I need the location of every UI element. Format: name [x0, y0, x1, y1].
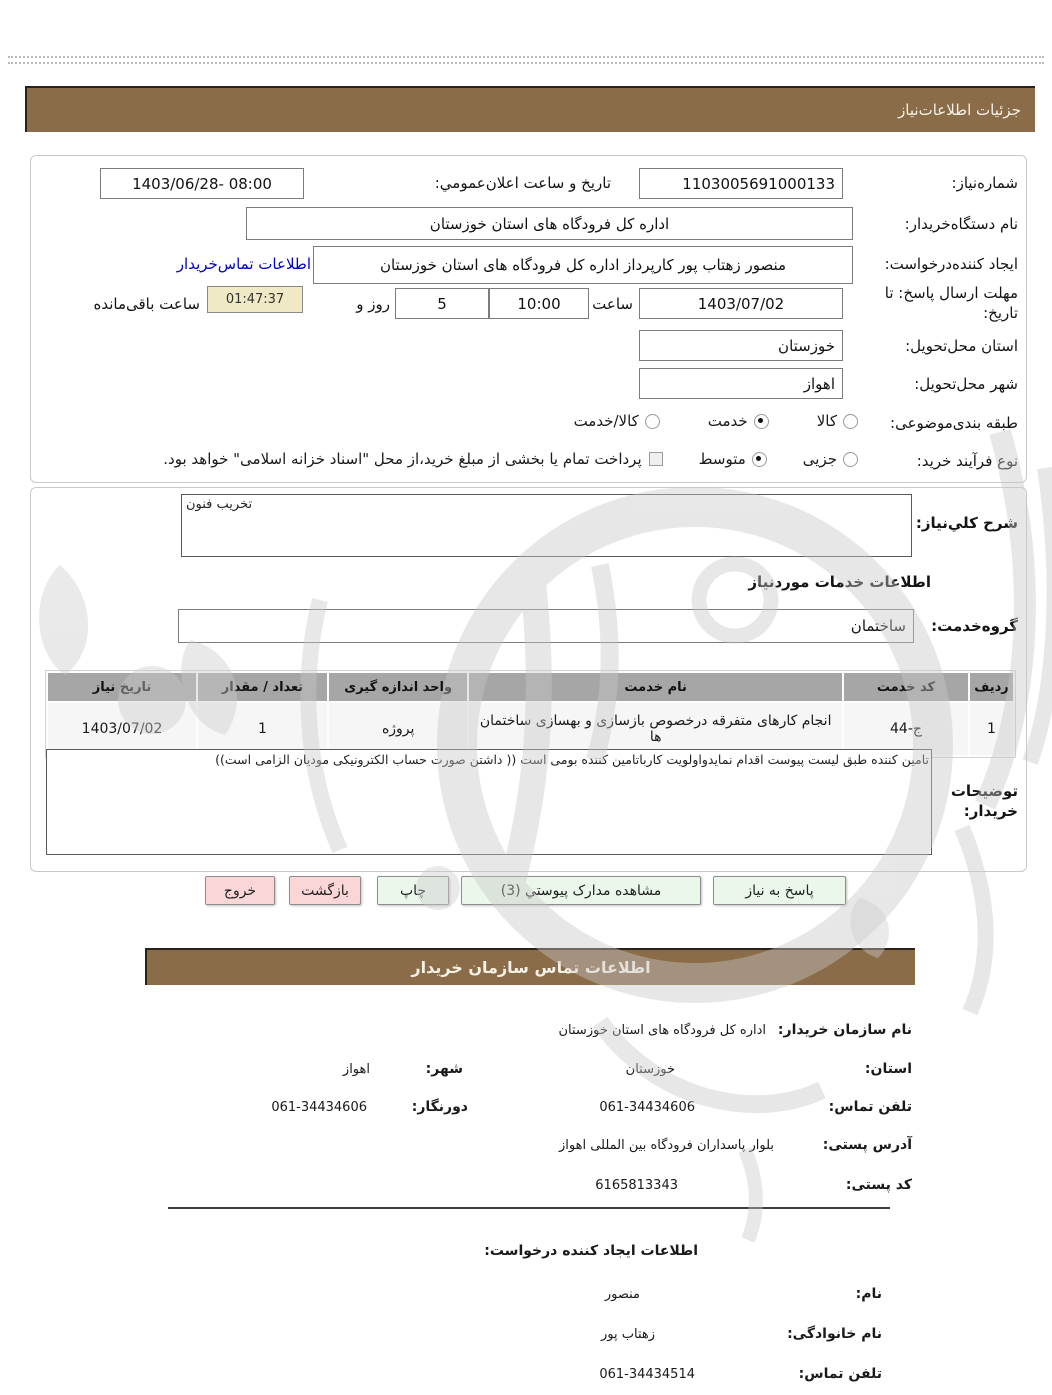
org-address-label: آدرس پستی: — [822, 1137, 912, 1153]
treasury-payment-checkbox[interactable] — [649, 452, 663, 466]
org-postal-code-label: کد پستی: — [845, 1177, 912, 1193]
announce-datetime-label: تاریخ و ساعت اعلان‌عمومي: — [434, 174, 611, 192]
radio-minor-label: جزیی — [802, 450, 837, 468]
response-deadline-date-field[interactable] — [639, 288, 843, 319]
col-quantity: تعداد / مقدار — [198, 673, 327, 701]
service-group-label: گروه‌خدمت: — [931, 617, 1018, 635]
service-table-wrap — [45, 670, 1016, 758]
request-creator-label: ایجاد کننده‌درخواست: — [884, 255, 1018, 273]
creator-first-name-label: نام: — [855, 1286, 882, 1302]
purchase-process-label: نوع فرآیند خرید: — [916, 452, 1018, 470]
remaining-days-label: روز و — [356, 295, 390, 313]
category-option-goods-service — [574, 412, 660, 430]
creator-last-name-label: نام خانوادگی: — [787, 1326, 882, 1342]
cell-quantity: 1 — [198, 703, 327, 755]
org-contact-header-title: اطلاعات تماس سازمان خریدار — [411, 958, 651, 977]
respond-to-need-button[interactable]: پاسخ به نیاز — [713, 876, 846, 905]
org-province-label: استان: — [864, 1061, 912, 1077]
print-button[interactable]: چاپ — [377, 876, 449, 905]
buyer-notes-label-line1: توضیحات — [950, 782, 1018, 800]
announce-datetime-field[interactable] — [100, 168, 304, 199]
treasury-payment-checkbox-label: پرداخت تمام یا بخشی از مبلغ خرید،از محل "اسناد خزانه اسلامی" خواهد بود. — [163, 450, 642, 468]
creator-info-heading: اطلاعات ایجاد کننده درخواست: — [484, 1243, 698, 1259]
request-creator-field[interactable] — [313, 246, 853, 284]
service-group-field[interactable] — [178, 609, 914, 643]
required-services-heading: اطلاعات خدمات موردنیاز — [748, 573, 931, 591]
org-fax-value: 061-34434606 — [271, 1100, 367, 1115]
delivery-province-field[interactable] — [639, 330, 843, 361]
top-dotted-divider-2 — [8, 62, 1044, 64]
response-deadline-label: مهلت ارسال پاسخ: تا تاریخ: — [884, 284, 1018, 323]
need-number-field[interactable] — [639, 168, 843, 199]
buyer-org-value: اداره کل فرودگاه های استان خوزستان — [429, 214, 670, 233]
view-attachments-button[interactable]: مشاهده مدارک پیوستي (3) — [461, 876, 701, 905]
response-deadline-date-value: 1403/07/02 — [697, 294, 785, 313]
delivery-city-field[interactable] — [639, 368, 843, 399]
delivery-city-value: اهواز — [803, 374, 835, 393]
remaining-time-box — [207, 286, 303, 313]
buyer-notes-value: تامین کننده طبق لیست پیوست اقدام نمایدواولویت کارباتامین کننده بومی است (( داشتن صورت حساب الکترونیکی مودیان الزامی است)) — [215, 752, 929, 767]
col-unit: واحد اندازه گیری — [329, 673, 467, 701]
org-city-label: شهر: — [425, 1061, 463, 1077]
response-deadline-time-value: 10:00 — [517, 294, 561, 313]
purchase-process-group — [163, 450, 858, 468]
category-option-service — [708, 412, 769, 430]
exit-button[interactable]: خروج — [205, 876, 275, 905]
org-contact-header-bar — [145, 948, 915, 985]
radio-goods-label: کالا — [816, 412, 837, 430]
remaining-hours-label: ساعت باقی‌مانده — [93, 295, 200, 313]
contact-section-divider — [168, 1207, 890, 1209]
radio-medium-label: متوسط — [698, 450, 746, 468]
buyer-notes-label-line2: خریدار: — [963, 802, 1018, 821]
deadline-hour-label: ساعت — [592, 295, 633, 313]
buyer-notes-textarea[interactable] — [46, 749, 932, 855]
service-table-header-row — [48, 673, 1013, 701]
cell-service-name: انجام کارهای متفرقه درخصوص بازسازی و بهسازی ساختمان ها — [469, 703, 841, 755]
need-details-section — [30, 155, 1027, 483]
table-row — [48, 703, 1013, 755]
remaining-days-value: 5 — [437, 294, 447, 313]
org-address-value: بلوار پاسداران فرودگاه بین المللی اهواز — [559, 1138, 774, 1153]
category-option-goods — [817, 412, 858, 430]
remaining-days-field[interactable] — [395, 288, 489, 319]
services-section — [30, 487, 1027, 872]
subject-category-group — [574, 412, 858, 430]
process-option-medium — [699, 450, 767, 468]
radio-goods-service[interactable] — [645, 414, 660, 429]
radio-service-label: خدمت — [707, 412, 748, 430]
details-header-bar — [25, 86, 1035, 132]
announce-datetime-value: 1403/06/28- 08:00 — [132, 174, 272, 193]
need-number-value: 1103005691000133 — [682, 174, 835, 193]
need-description-label: شرح کلي‌نیاز: — [915, 514, 1018, 532]
radio-service[interactable] — [754, 414, 769, 429]
need-number-label: شماره‌نیاز: — [951, 174, 1018, 192]
cell-need-date: 1403/07/02 — [48, 703, 196, 755]
org-name-value: اداره کل فرودگاه های استان خوزستان — [558, 1023, 766, 1038]
need-description-value: تخریب فنون — [186, 497, 253, 512]
need-description-textarea[interactable] — [181, 494, 912, 557]
creator-phone-value: 061-34434514 — [599, 1367, 695, 1382]
radio-goods-service-label: کالا/خدمت — [573, 412, 639, 430]
top-dotted-divider-1 — [8, 56, 1044, 58]
delivery-province-label: استان محل‌تحویل: — [905, 337, 1018, 355]
col-service-code: کد خدمت — [844, 673, 968, 701]
buyer-org-field[interactable] — [246, 207, 853, 240]
creator-last-name-value: زهتاب پور — [601, 1327, 655, 1342]
remaining-time-value: 01:47:37 — [225, 292, 285, 307]
org-province-value: خوزستان — [625, 1062, 675, 1077]
org-phone-label: تلفن تماس: — [828, 1099, 912, 1115]
service-group-value: ساختمان — [850, 617, 906, 635]
creator-phone-label: تلفن تماس: — [798, 1366, 882, 1382]
org-fax-label: دورنگار: — [411, 1099, 468, 1115]
col-service-name: نام خدمت — [469, 673, 841, 701]
radio-goods[interactable] — [843, 414, 858, 429]
radio-medium[interactable] — [752, 452, 767, 467]
back-button[interactable]: بازگشت — [289, 876, 361, 905]
org-phone-value: 061-34434606 — [599, 1100, 695, 1115]
details-header-title: جزئیات اطلاعات‌نیاز — [898, 101, 1021, 119]
cell-service-code: ج-44 — [844, 703, 968, 755]
org-name-label: نام سازمان خریدار: — [777, 1022, 912, 1038]
response-deadline-time-field[interactable] — [489, 288, 589, 319]
delivery-city-label: شهر محل‌تحویل: — [914, 375, 1018, 393]
buyer-org-label: نام دستگاه‌خریدار: — [904, 215, 1018, 233]
col-row-number: ردیف — [970, 673, 1013, 701]
creator-first-name-value: منصور — [604, 1287, 640, 1302]
org-city-value: اهواز — [342, 1062, 370, 1077]
request-creator-value: منصور زهتاب پور کارپرداز اداره کل فرودگاه های استان خوزستان — [379, 256, 787, 274]
col-need-date: تاریخ نیاز — [48, 673, 196, 701]
cell-row-number: 1 — [970, 703, 1013, 755]
radio-minor[interactable] — [843, 452, 858, 467]
treasury-payment-option — [163, 450, 662, 468]
buyer-notes-label — [938, 781, 1018, 822]
process-option-minor — [803, 450, 858, 468]
buyer-contact-link[interactable]: اطلاعات تماس‌خریدار — [176, 255, 311, 273]
cell-unit: پروژه — [329, 703, 467, 755]
subject-category-label: طبقه بندی‌موضوعی: — [890, 414, 1018, 432]
org-postal-code-value: 6165813343 — [595, 1178, 678, 1193]
delivery-province-value: خوزستان — [778, 336, 835, 355]
service-table — [45, 670, 1016, 758]
